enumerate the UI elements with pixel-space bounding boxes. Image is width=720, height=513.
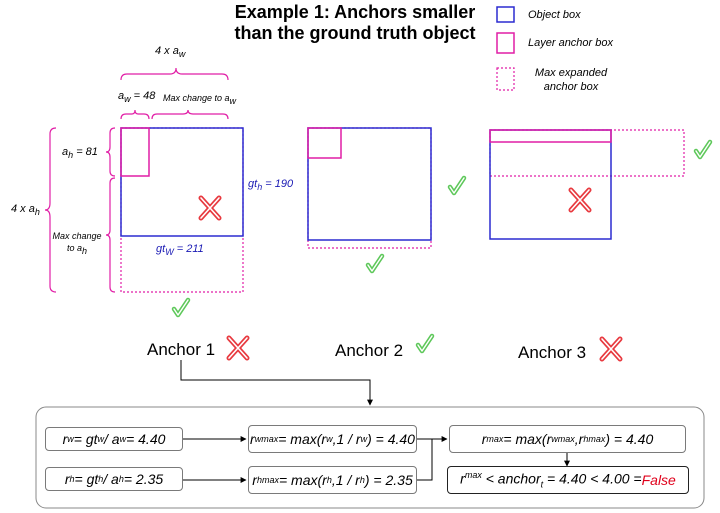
label-gt-w: $gt_W = 211$ <box>156 243 204 258</box>
cross-icon <box>602 339 620 359</box>
anchor1-object-box <box>121 128 243 236</box>
check-icon <box>450 178 464 193</box>
label-aw: $a_w = 48$ <box>118 90 156 105</box>
anchor3-anchor-box <box>490 130 611 142</box>
label-ah: $a_h = 81$ <box>62 146 98 161</box>
check-icon <box>418 336 432 351</box>
cross-icon <box>229 338 247 358</box>
check-icon <box>174 300 188 315</box>
anchor-2-label: Anchor 2 <box>335 341 404 360</box>
title-line-1: Example 1: Anchors smaller <box>234 2 476 22</box>
anchor3-object-box <box>490 130 611 239</box>
anchor1-connector <box>181 360 370 405</box>
anchor-1-label: Anchor 1 <box>147 340 216 359</box>
legend-swatch-object <box>497 7 514 22</box>
check-icon <box>696 142 710 157</box>
legend-label-object: Object box <box>528 9 581 21</box>
anchor2-anchor-box <box>308 128 341 158</box>
anchor1-max-box <box>121 128 243 292</box>
label-max-change-ah-line-1: Max change <box>52 231 102 241</box>
formula-rw: r w = gt w / a w = 4.40 <box>45 427 183 451</box>
cross-icon <box>201 198 219 218</box>
label-4aw: 4 x $a_w$ <box>155 45 186 60</box>
cross-icon <box>571 190 589 210</box>
brace-max-change-aw <box>152 110 228 119</box>
formula-rh-max: r h max = max(r h ,1 / r h ) = 2.35 <box>248 466 417 494</box>
label-max-change-ah-line-2: to $a_h$ <box>66 243 88 256</box>
title-line-2: than the ground truth object <box>234 23 476 43</box>
label-4ah: 4 x $a_h$ <box>11 203 40 218</box>
brace-4ah <box>45 128 56 292</box>
legend-swatch-anchor <box>497 33 514 53</box>
check-icon <box>368 256 382 271</box>
anchor2-object-box <box>308 128 431 240</box>
legend-label-anchor: Layer anchor box <box>528 37 613 49</box>
brace-aw <box>121 110 149 119</box>
anchor2-max-box <box>308 128 431 248</box>
formula-comparison-text: $r^{max}$ < anchor$_t$ = 4.40 < 4.00 = <box>460 470 642 490</box>
anchor1-anchor-box <box>121 128 149 176</box>
brace-4aw <box>121 68 228 80</box>
result-false: False <box>641 472 676 488</box>
anchor3-max-box <box>490 130 684 176</box>
brace-ah <box>106 128 115 176</box>
label-max-change-aw: Max change to $a_w$ <box>163 93 237 106</box>
brace-max-change-ah <box>106 178 115 292</box>
formula-r-max: r max = max(r w max ,r h max ) = 4.40 <box>449 425 686 453</box>
formula-rh: r h = gt h / a h = 2.35 <box>45 467 183 491</box>
anchor-3-label: Anchor 3 <box>518 343 587 362</box>
legend-label-max-anchor-line-2: anchor box <box>543 81 599 93</box>
formula-rw-max: r w max = max(r w ,1 / r w ) = 4.40 <box>248 425 417 453</box>
diagram-title <box>232 2 478 44</box>
label-gt-h: $gt_h = 190$ <box>248 178 294 193</box>
legend-label-max-anchor <box>522 66 620 94</box>
legend-label-max-anchor-line-1: Max expanded <box>534 67 608 79</box>
formula-comparison <box>447 466 689 494</box>
legend-swatch-max-anchor <box>497 68 514 90</box>
label-max-change-ah <box>52 230 102 257</box>
